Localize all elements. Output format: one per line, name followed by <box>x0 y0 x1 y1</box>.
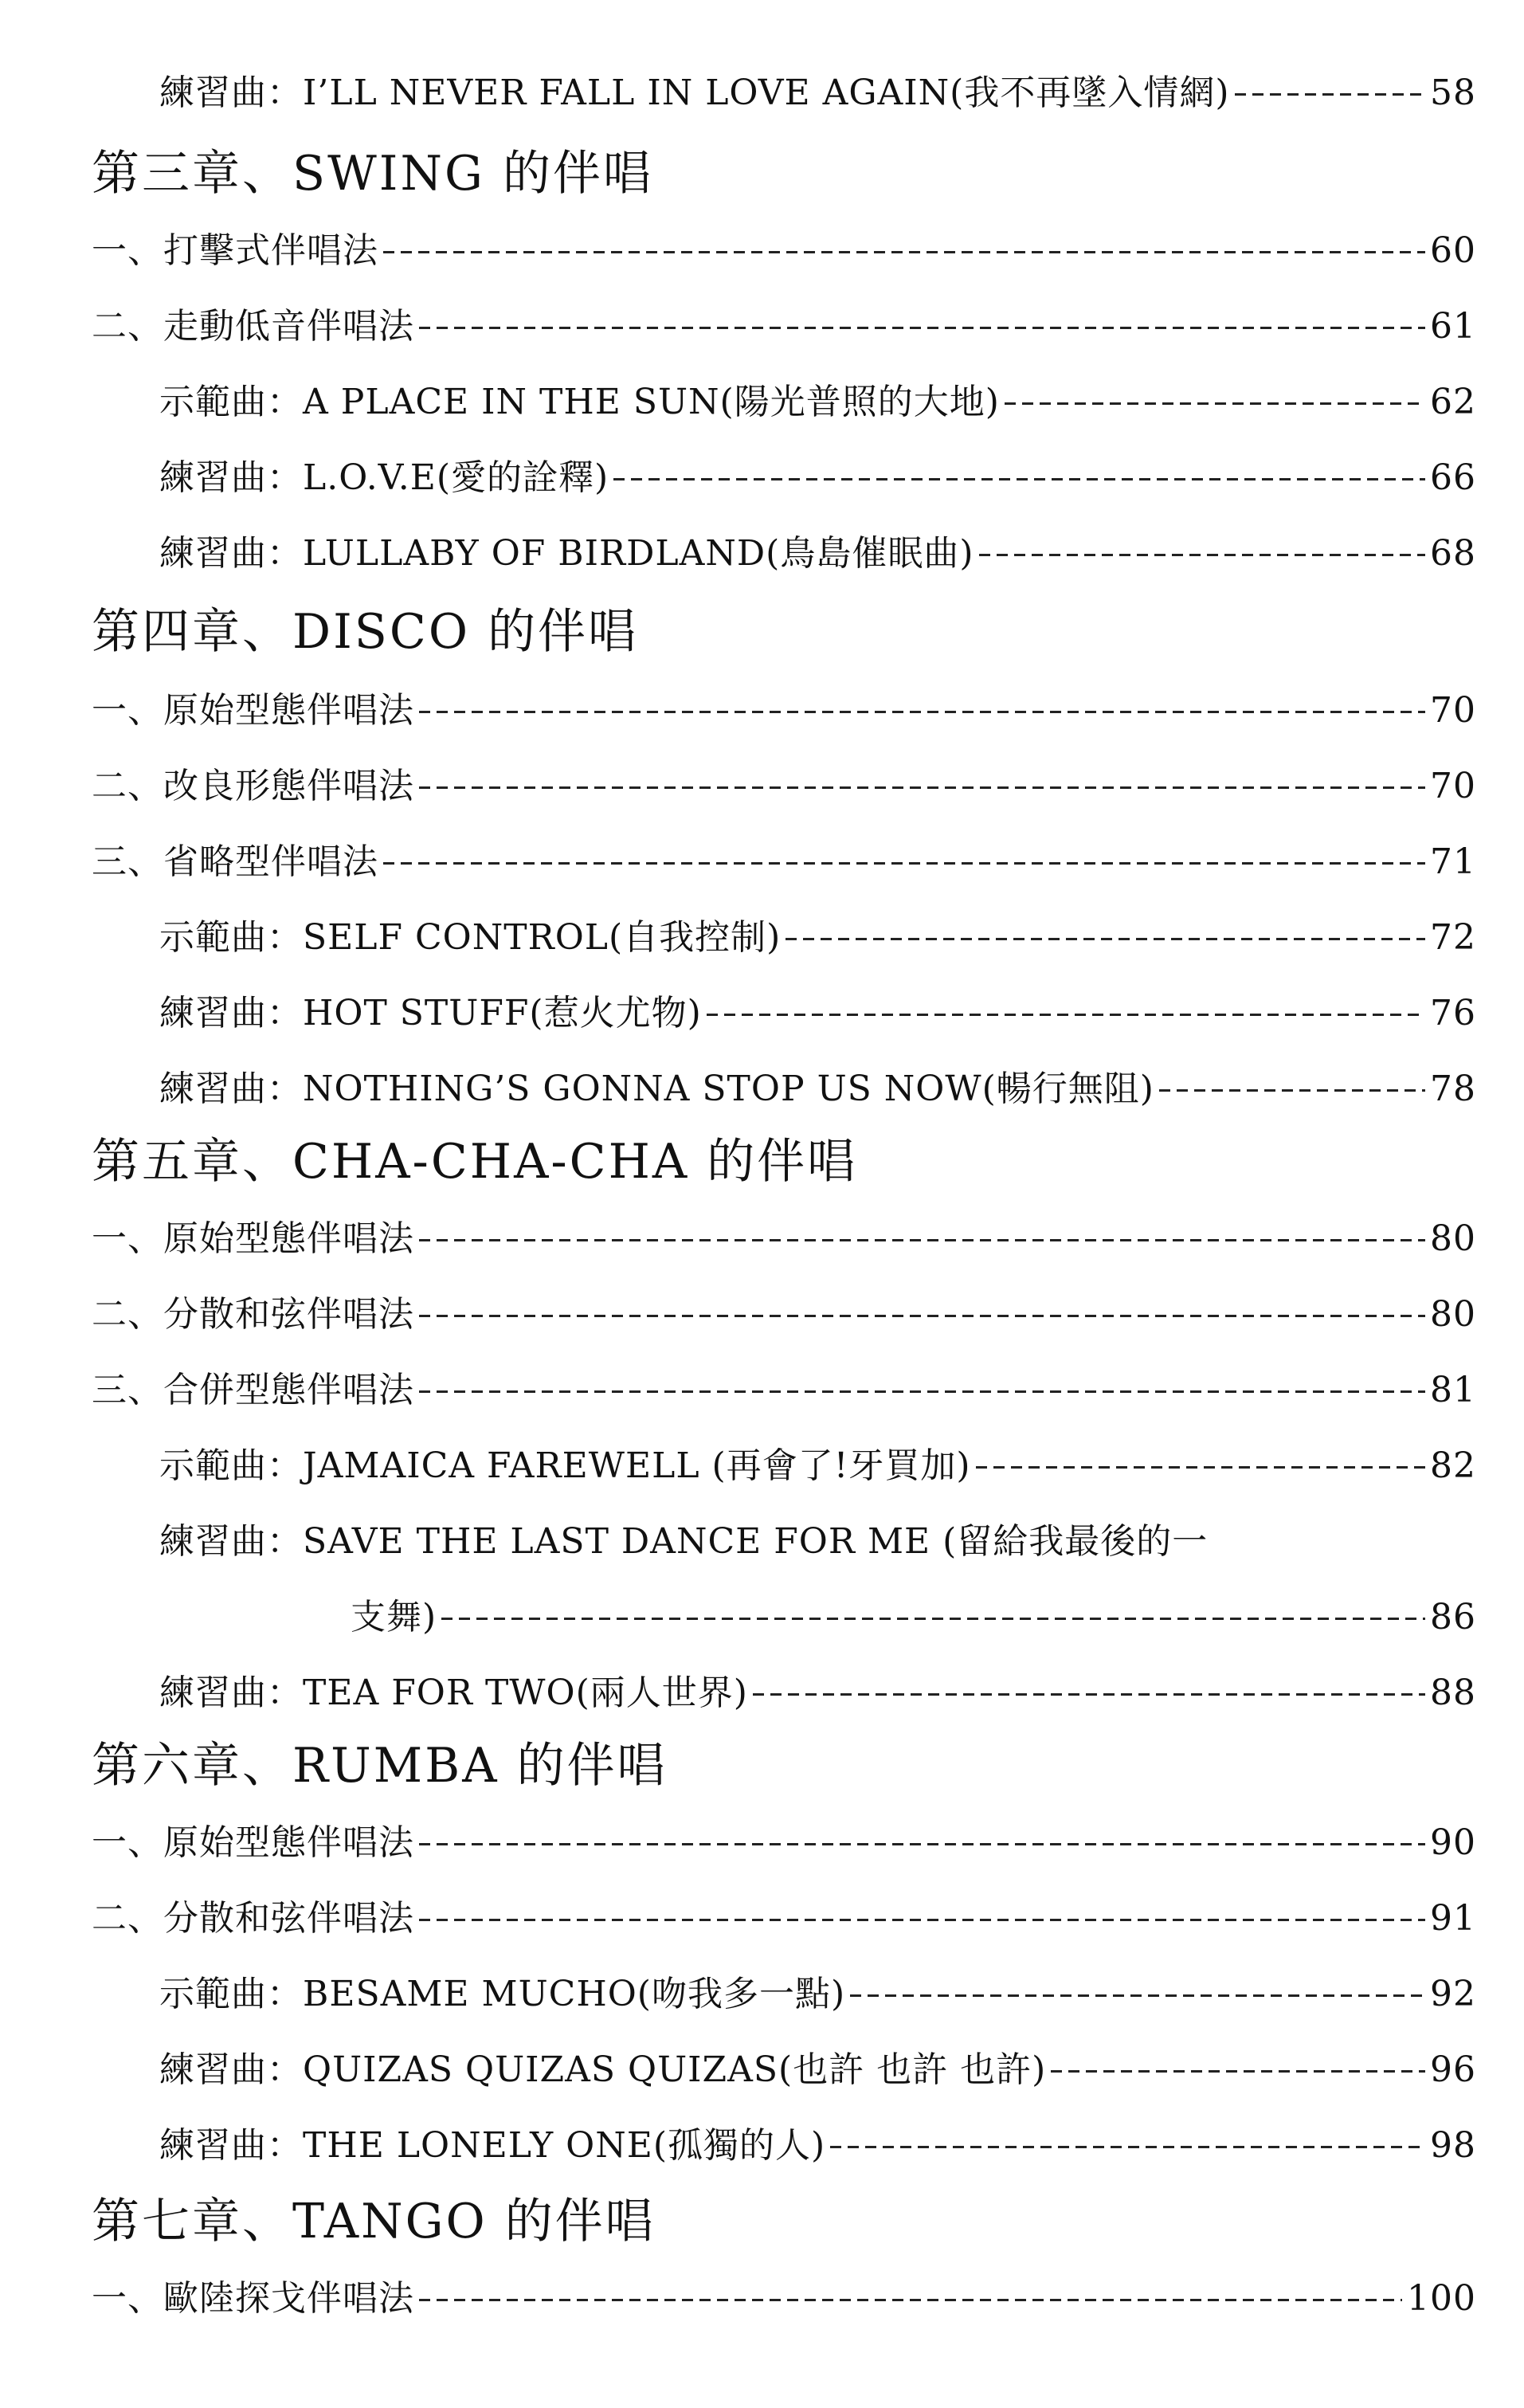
toc-entry[interactable] <box>92 1361 1476 1412</box>
dot-leader <box>441 1618 1425 1620</box>
dot-leader <box>850 1994 1425 1997</box>
toc-entry-title: 練習曲：SAVE THE LAST DANCE FOR ME (留給我最後的一 <box>159 1521 1209 1562</box>
toc-entry-title: 練習曲：LULLABY OF BIRDLAND(鳥島催眠曲) <box>159 533 974 574</box>
chapter-heading[interactable] <box>92 2183 656 2252</box>
toc-entry[interactable] <box>92 833 1476 884</box>
dot-leader <box>786 938 1425 940</box>
dot-leader <box>1235 93 1425 96</box>
toc-page-number: 66 <box>1430 457 1476 498</box>
toc-entry-title: 二、走動低音伴唱法 <box>92 306 414 347</box>
chapter-heading[interactable] <box>92 135 653 204</box>
toc-page-number: 76 <box>1430 993 1476 1033</box>
toc-entry[interactable] <box>159 1512 1476 1563</box>
dot-leader <box>383 862 1425 865</box>
toc-entry[interactable] <box>159 1664 1476 1715</box>
toc-page-number: 90 <box>1430 1822 1476 1863</box>
toc-entry[interactable] <box>159 373 1476 424</box>
dot-leader <box>419 1390 1425 1393</box>
toc-entry-title: 二、改良形態伴唱法 <box>92 766 414 806</box>
toc-entry-title: 一、打擊式伴唱法 <box>92 230 378 271</box>
dot-leader <box>830 2146 1425 2148</box>
toc-page-number: 86 <box>1430 1597 1476 1637</box>
dot-leader <box>753 1693 1425 1696</box>
toc-entry[interactable] <box>92 297 1476 348</box>
dot-leader <box>976 1466 1425 1469</box>
dot-leader <box>383 251 1425 253</box>
toc-entry[interactable] <box>92 757 1476 808</box>
toc-entry-title: 三、合併型態伴唱法 <box>92 1370 414 1410</box>
toc-entry[interactable] <box>159 2041 1476 2092</box>
dot-leader <box>1005 402 1425 405</box>
toc-entry[interactable] <box>159 984 1476 1035</box>
toc-page-number: 60 <box>1430 230 1476 271</box>
toc-page-number: 80 <box>1430 1218 1476 1259</box>
dot-leader <box>613 478 1425 480</box>
dot-leader <box>419 327 1425 329</box>
toc-entry[interactable] <box>92 1210 1476 1261</box>
toc-entry-title-continued: 支舞) <box>351 1597 437 1637</box>
toc-entry-title: 練習曲：HOT STUFF(惹火尤物) <box>159 993 702 1033</box>
toc-entry-title: 二、分散和弦伴唱法 <box>92 1898 414 1939</box>
chapter-title: 第四章、DISCO 的伴唱 <box>92 604 639 660</box>
chapter-title: 第七章、TANGO 的伴唱 <box>92 2194 656 2249</box>
chapter-title: 第六章、RUMBA 的伴唱 <box>92 1738 668 1794</box>
toc-entry[interactable] <box>159 449 1476 500</box>
toc-entry[interactable] <box>159 1437 1476 1488</box>
toc-entry-title: 練習曲：NOTHING’S GONNA STOP US NOW(暢行無阻) <box>159 1069 1154 1109</box>
toc-entry-title: 示範曲：JAMAICA FAREWELL (再會了!牙買加) <box>159 1445 971 1486</box>
toc-entry-title: 練習曲：I’LL NEVER FALL IN LOVE AGAIN(我不再墜入情網) <box>159 73 1230 113</box>
dot-leader <box>419 786 1425 789</box>
toc-entry-title: 練習曲：THE LONELY ONE(孤獨的人) <box>159 2125 826 2166</box>
chapter-title: 第三章、SWING 的伴唱 <box>92 146 653 202</box>
toc-page-number: 70 <box>1430 690 1476 731</box>
toc-entry-title: 示範曲：BESAME MUCHO(吻我多一點) <box>159 1974 846 2014</box>
toc-page-number: 61 <box>1430 306 1476 347</box>
toc-page-number: 78 <box>1430 1069 1476 1109</box>
dot-leader <box>1159 1089 1425 1092</box>
chapter-heading[interactable] <box>92 594 638 662</box>
toc-entry-title: 一、原始型態伴唱法 <box>92 1218 414 1259</box>
toc-entry[interactable] <box>92 1285 1476 1336</box>
toc-page-number: 71 <box>1430 841 1476 882</box>
toc-page-number: 80 <box>1430 1294 1476 1335</box>
toc-entry-title: 練習曲：TEA FOR TWO(兩人世界) <box>159 1673 748 1713</box>
dot-leader <box>419 1919 1425 1921</box>
toc-entry[interactable] <box>159 1060 1476 1111</box>
dot-leader <box>419 1843 1425 1845</box>
toc-entry[interactable] <box>159 908 1476 959</box>
toc-page-number: 91 <box>1430 1898 1476 1939</box>
toc-page-number: 100 <box>1407 2278 1476 2319</box>
toc-entry[interactable] <box>92 2269 1476 2320</box>
toc-page-number: 62 <box>1430 382 1476 422</box>
toc-entry[interactable] <box>159 64 1476 115</box>
toc-entry[interactable] <box>159 2116 1476 2167</box>
toc-page-number: 58 <box>1430 73 1476 113</box>
toc-entry[interactable] <box>159 524 1476 575</box>
toc-page-number: 88 <box>1430 1673 1476 1713</box>
toc-entry-title: 一、原始型態伴唱法 <box>92 690 414 731</box>
toc-page-number: 81 <box>1430 1370 1476 1410</box>
toc-entry-continuation[interactable] <box>351 1588 1476 1639</box>
toc-entry[interactable] <box>92 681 1476 732</box>
toc-page-number: 92 <box>1430 1974 1476 2014</box>
toc-entry-title: 示範曲：A PLACE IN THE SUN(陽光普照的大地) <box>159 382 1000 422</box>
toc-entry-title: 二、分散和弦伴唱法 <box>92 1294 414 1335</box>
toc-page-number: 96 <box>1430 2049 1476 2090</box>
toc-entry-title: 三、省略型伴唱法 <box>92 841 378 882</box>
toc-page-number: 70 <box>1430 766 1476 806</box>
toc-entry-title: 一、原始型態伴唱法 <box>92 1822 414 1863</box>
toc-entry[interactable] <box>159 1965 1476 2016</box>
dot-leader <box>419 1239 1425 1241</box>
toc-entry-title: 練習曲：L.O.V.E(愛的詮釋) <box>159 457 609 498</box>
dot-leader <box>979 554 1425 556</box>
dot-leader <box>1051 2070 1425 2073</box>
dot-leader <box>419 1315 1425 1317</box>
toc-entry-title: 練習曲：QUIZAS QUIZAS QUIZAS(也許 也許 也許) <box>159 2049 1047 2090</box>
dot-leader <box>419 711 1425 713</box>
chapter-heading[interactable] <box>92 1124 857 1192</box>
toc-page-number: 72 <box>1430 917 1476 958</box>
chapter-heading[interactable] <box>92 1728 668 1796</box>
dot-leader <box>707 1014 1425 1016</box>
dot-leader <box>419 2299 1402 2301</box>
toc-entry[interactable] <box>92 222 1476 273</box>
toc-entry[interactable] <box>92 1889 1476 1940</box>
chapter-title: 第五章、CHA-CHA-CHA 的伴唱 <box>92 1134 858 1190</box>
toc-entry-title: 一、歐陸探戈伴唱法 <box>92 2278 414 2319</box>
toc-page-number: 82 <box>1430 1445 1476 1486</box>
toc-entry[interactable] <box>92 1814 1476 1865</box>
toc-entry-title: 示範曲：SELF CONTROL(自我控制) <box>159 917 782 958</box>
toc-page-number: 68 <box>1430 533 1476 574</box>
toc-page-number: 98 <box>1430 2125 1476 2166</box>
